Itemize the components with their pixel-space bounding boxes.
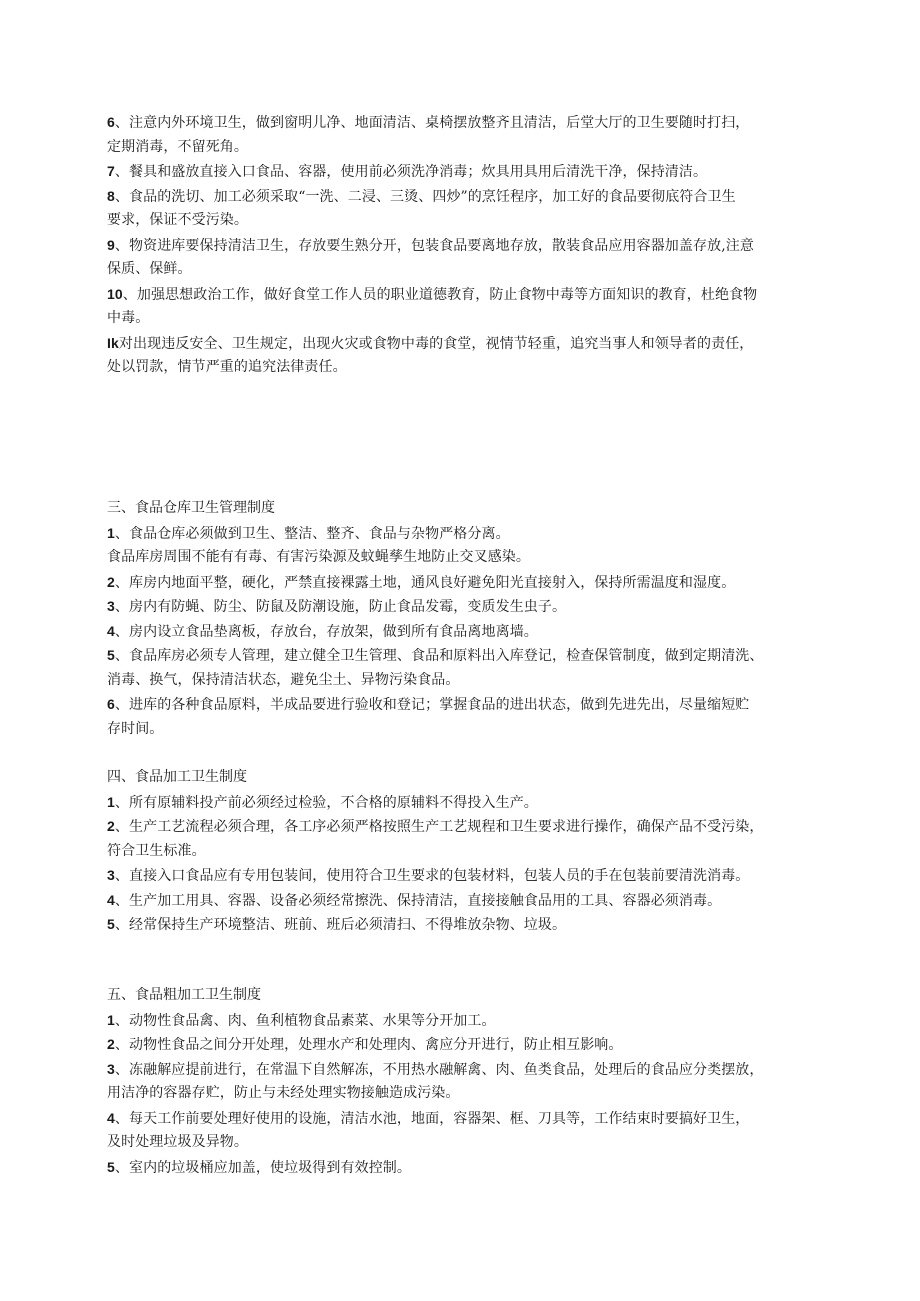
item-text: 、物资进库要保持清洁卫生，存放要生熟分开，包装食品要离地存放，散装食品应用容器加盖存放,注意 <box>114 237 754 254</box>
item-text: 消毒、换气，保持清洁状态，避免尘土、异物污染食品。 <box>107 671 460 688</box>
item-number: 7 <box>107 163 115 179</box>
item-number: 1 <box>107 1011 115 1028</box>
list-item-line <box>107 1081 820 1106</box>
item-number: 2 <box>107 573 115 590</box>
list-item-line <box>107 306 820 331</box>
item-text: 中毒。 <box>107 310 150 326</box>
item-text: 符合卫生标准。 <box>107 842 206 859</box>
list-item-line <box>107 159 820 184</box>
item-text: 、食品仓库必须做到卫生、整洁、整齐、食品与杂物严格分离。 <box>114 525 510 542</box>
item-number: 4 <box>107 622 115 639</box>
item-number: 2 <box>107 818 115 834</box>
item-number: 5 <box>107 647 115 663</box>
list-item-line <box>107 814 820 839</box>
list-item-line <box>107 1130 820 1155</box>
list-item-line <box>107 521 820 546</box>
list-item-line <box>107 790 820 815</box>
item-number: 3 <box>107 867 115 883</box>
item-text: 保质、保鲜。 <box>107 261 192 277</box>
item-number: 3 <box>107 598 115 614</box>
item-text: 用洁净的容器存贮，防止与未经处理实物接触造成污染。 <box>107 1085 460 1101</box>
item-text: 、餐具和盛放直接入口食品、容器，使用前必须洗净消毒；炊具用具用后清洗干净，保持清洁。 <box>114 164 708 180</box>
item-text: 食品库房周围不能有有毒、有害污染源及蚊蝇孳生地防止交叉感染。 <box>107 549 530 565</box>
list-item-line <box>107 692 820 717</box>
item-text: 、生产加工用具、容器、设备必须经常擦洗、保持清洁，直接接触食品用的工具、容器必须消毒。 <box>114 892 722 909</box>
item-text: 、进库的各种食品原料，半成品要进行验收和登记；掌握食品的进出状态，做到先进先出，尽量缩短贮 <box>114 697 750 713</box>
item-number: 9 <box>107 236 115 253</box>
item-text: 定期消毒，不留死角。 <box>107 138 248 155</box>
section-food-warehouse-rules <box>107 496 820 741</box>
list-item-line <box>107 570 820 595</box>
section-rough-processing-rules <box>107 983 820 1179</box>
item-text: 、冻融解应提前进行，在常温下自然解冻，不用热水融解禽、肉、鱼类食品，处理后的食品应分类摆放， <box>114 1061 764 1078</box>
section-heading: 四、食品加工卫生制度 <box>107 769 247 785</box>
item-number: 4 <box>107 1109 115 1126</box>
list-item-line <box>107 717 820 742</box>
item-text: 、房内有防蝇、防尘、防鼠及防潮设施，防止食品发霉，变质发生虫子。 <box>114 599 567 615</box>
item-number: 6 <box>107 114 115 130</box>
section-heading: 三、食品仓库卫生管理制度 <box>107 500 275 516</box>
item-number: 1 <box>107 524 115 541</box>
list-item-line <box>107 1032 820 1057</box>
item-number: Ik <box>107 334 119 351</box>
item-text: 、每天工作前要处理好使用的设施，清洁水池，地面，容器架、框、刀具等，工作结束时要搞好卫生， <box>114 1110 750 1127</box>
item-number: 5 <box>107 1158 115 1175</box>
item-text: 、经常保持生产环境整洁、班前、班后必须清扫、不得堆放杂物、垃圾。 <box>114 917 567 933</box>
list-item-line <box>107 619 820 644</box>
list-item-line <box>107 1106 820 1131</box>
section-heading: 五、食品粗加工卫生制度 <box>107 987 261 1003</box>
item-text: 处以罚款，情节严重的追究法律责任。 <box>107 359 347 375</box>
item-text: 、食品库房必须专人管理，建立健全卫生管理、食品和原料出入库登记，检查保管制度，做到定期清洗、 <box>114 648 764 664</box>
list-item-line <box>107 888 820 913</box>
item-text: 、房内设立食品垫离板，存放台，存放架，做到所有食品离地离墙。 <box>114 623 538 640</box>
item-number: 6 <box>107 696 115 712</box>
item-text: 要求，保证不受污染。 <box>107 212 248 228</box>
list-item-line <box>107 1008 820 1033</box>
list-item-line <box>107 110 820 135</box>
item-number: 1 <box>107 793 115 810</box>
list-item-line <box>107 839 820 864</box>
item-text: 及时处理垃圾及异物。 <box>107 1134 248 1150</box>
list-item-line <box>107 282 820 307</box>
list-item-line <box>107 912 820 937</box>
list-item-line <box>107 184 820 209</box>
list-item-line <box>107 355 820 380</box>
item-number: 4 <box>107 891 115 908</box>
item-text: 对出现违反安全、卫生规定，出现火灾或食物中毒的食堂，视情节轻重，追究当事人和领导者的责任， <box>118 335 754 352</box>
item-number: 5 <box>107 916 115 932</box>
item-text: 、动物性食品之间分开处理，处理水产和处理肉、禽应分开进行，防止相互影响。 <box>114 1037 623 1053</box>
list-item-line <box>107 643 820 668</box>
item-number: 3 <box>107 1060 115 1077</box>
list-item-line <box>107 233 820 258</box>
item-text: 、食品的洗切、加工必须采取“一洗、二浸、三烫、四炒”的烹饪程序，加工好的食品要彻底符合卫生 <box>114 188 736 205</box>
list-item-line <box>107 257 820 282</box>
list-item-line <box>107 594 820 619</box>
list-item-line <box>107 863 820 888</box>
list-item-line <box>107 135 820 160</box>
section-kitchen-hygiene-rules <box>107 110 820 380</box>
list-item-line <box>107 1057 820 1082</box>
list-item-line <box>107 1155 820 1180</box>
item-text: 、室内的垃圾桶应加盖，使垃圾得到有效控制。 <box>114 1159 411 1176</box>
item-text: 、直接入口食品应有专用包装间，使用符合卫生要求的包装材料，包装人员的手在包装前要清洗消毒。 <box>114 868 750 884</box>
list-item-line <box>107 545 820 570</box>
item-text: 、库房内地面平整，硬化，严禁直接裸露土地，通风良好避免阳光直接射入，保持所需温度和湿度。 <box>114 574 736 591</box>
item-number: 8 <box>107 187 115 204</box>
item-text: 、注意内外环境卫生，做到窗明儿净、地面清洁、桌椅摆放整齐且清洁，后堂大厅的卫生要随时打扫， <box>114 115 750 131</box>
item-text: 、加强思想政治工作，做好食堂工作人员的职业道德教育，防止食物中毒等方面知识的教育，杜绝食物 <box>122 286 758 303</box>
list-item-line <box>107 331 820 356</box>
item-number: 2 <box>107 1036 115 1052</box>
item-text: 、动物性食品禽、肉、鱼利植物食品素菜、水果等分开加工。 <box>114 1012 496 1029</box>
item-text: 存时间。 <box>107 720 164 737</box>
item-number: 10 <box>107 285 123 302</box>
list-item-line <box>107 208 820 233</box>
section-food-processing-rules <box>107 765 820 937</box>
list-item-line <box>107 668 820 693</box>
item-text: 、所有原辅料投产前必须经过检验，不合格的原辅料不得投入生产。 <box>114 794 538 811</box>
item-text: 、生产工艺流程必须合理，各工序必须严格按照生产工艺规程和卫生要求进行操作，确保产品不受污染， <box>114 819 764 835</box>
